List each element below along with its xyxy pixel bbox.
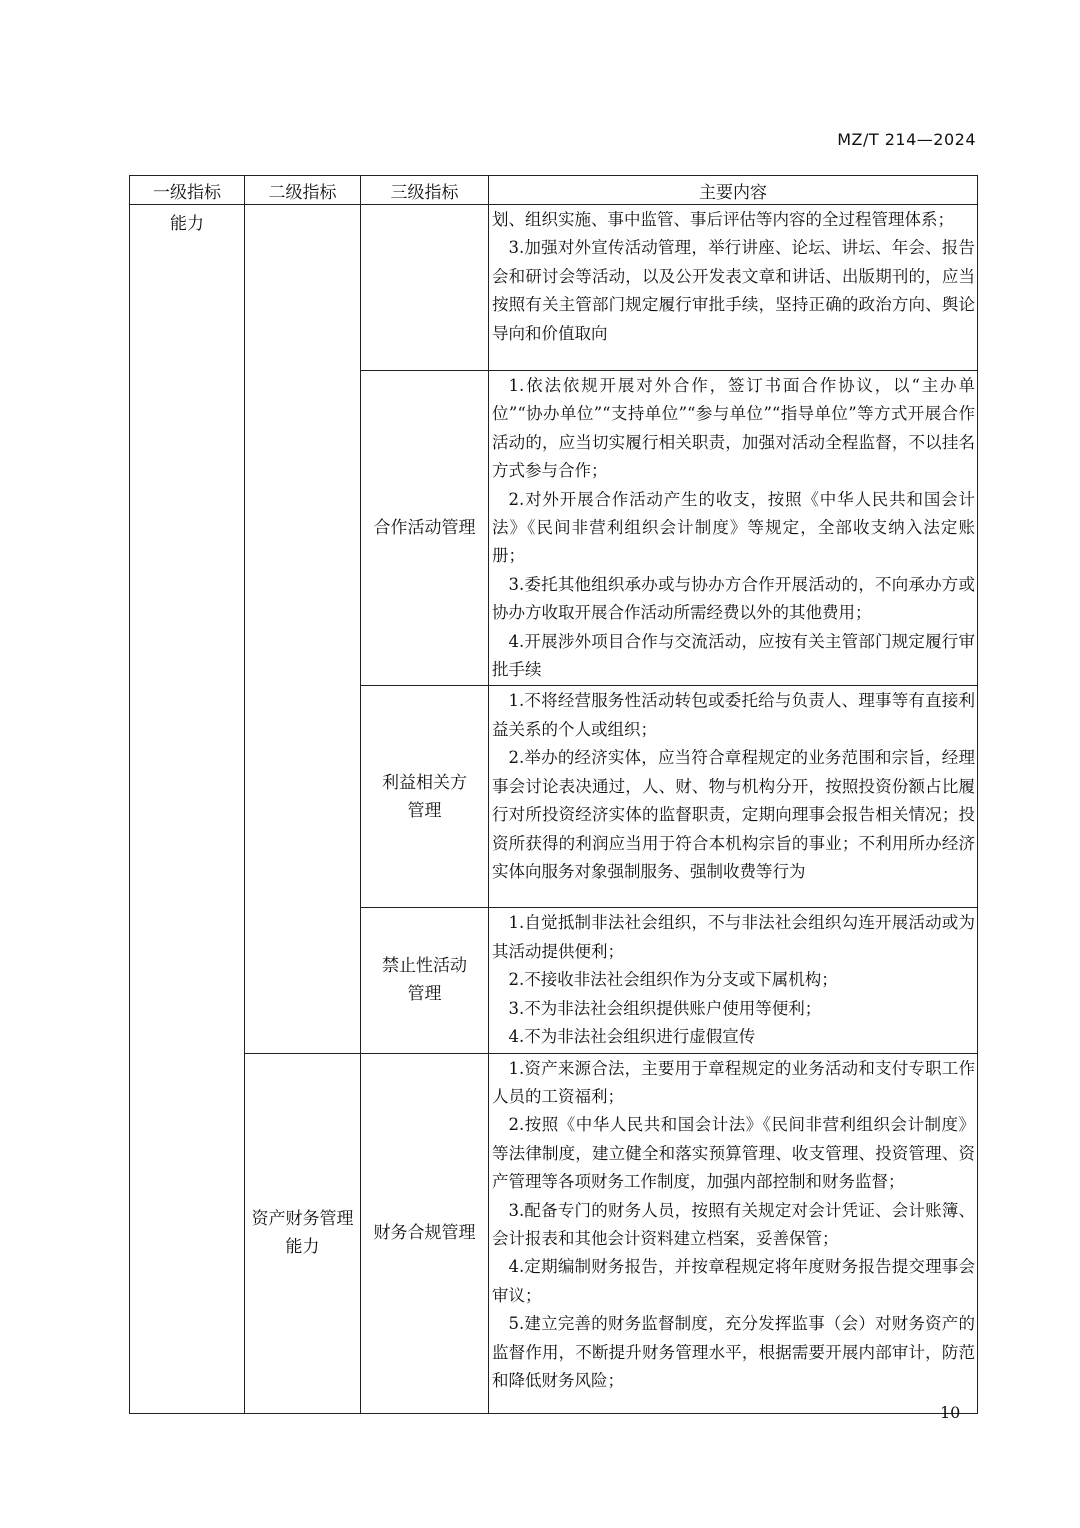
content-paragraph: 2.不接收非法社会组织作为分支或下属机构； bbox=[508, 970, 838, 990]
content-paragraph: 划、组织实施、事中监管、事后评估等内容的全过程管理体系； bbox=[492, 210, 954, 229]
content-paragraph: 1.自觉抵制非法社会组织，不与非法社会组织勾连开展活动或为其活动提供便利； bbox=[492, 913, 975, 961]
header-level3: 三级指标 bbox=[361, 176, 489, 205]
content-paragraph: 2.按照《中华人民共和国会计法》《民间非营利组织会计制度》等法律制度，建立健全和落实预算管理、收支管理、投资管理、资产管理等各项财务工作制度，加强内部控制和财务监督； bbox=[492, 1115, 975, 1192]
content-paragraph: 2.对外开展合作活动产生的收支，按照《中华人民共和国会计法》《民间非营利组织会计制度》等规定，全部收支纳入法定账册； bbox=[492, 489, 975, 566]
standard-code: MZ/T 214—2024 bbox=[837, 130, 976, 149]
header-content: 主要内容 bbox=[489, 176, 978, 205]
content-cell bbox=[489, 371, 978, 686]
content-paragraph: 4.开展涉外项目合作与交流活动，应按有关主管部门规定履行审批手续 bbox=[492, 631, 975, 680]
table-header-row bbox=[130, 176, 978, 205]
header-level1: 一级指标 bbox=[130, 176, 245, 205]
content-paragraph: 1.资产来源合法，主要用于章程规定的业务活动和支付专职工作人员的工资福利； bbox=[492, 1058, 975, 1106]
content-paragraph: 3.加强对外宣传活动管理，举行讲座、论坛、讲坛、年会、报告会和研讨会等活动，以及公开发表文章和讲话、出版期刊的，应当按照有关主管部门规定履行审批手续，坚持正确的政治方向、舆论导向和价值取向 bbox=[492, 238, 975, 343]
content-cell bbox=[489, 205, 978, 371]
level3-cell: 利益相关方管理 bbox=[361, 686, 489, 908]
content-paragraph: 1.依法依规开展对外合作，签订书面合作协议，以“主办单位”“协办单位”“支持单位”“参与单位”“指导单位”等方式开展合作活动的，应当切实履行相关职责，加强对活动全程监督，不以挂名方式参与合作； bbox=[492, 376, 975, 481]
content-paragraph: 4.定期编制财务报告，并按章程规定将年度财务报告提交理事会审议； bbox=[492, 1257, 975, 1305]
content-paragraph: 3.委托其他组织承办或与协办方合作开展活动的，不向承办方或协办方收取开展合作活动所需经费以外的其他费用； bbox=[492, 574, 975, 623]
level2-cell: 资产财务管理能力 bbox=[245, 1053, 361, 1413]
content-paragraph: 2.举办的经济实体，应当符合章程规定的业务范围和宗旨，经理事会讨论表决通过，人、财、物与机构分开，按照投资份额占比履行对所投资经济实体的监督职责，定期向理事会报告相关情况；投资所获得的利润应当用于符合本机构宗旨的事业；不利用所办经济实体向服务对象强制服务、强制收费等行为 bbox=[492, 748, 975, 881]
table-row bbox=[130, 1053, 978, 1413]
table-row bbox=[130, 205, 978, 371]
header-level2: 二级指标 bbox=[245, 176, 361, 205]
level3-cell: 禁止性活动管理 bbox=[361, 908, 489, 1053]
level3-cell: 合作活动管理 bbox=[361, 371, 489, 686]
level2-cell-empty bbox=[245, 205, 361, 1054]
content-cell bbox=[489, 908, 978, 1053]
level3-cell: 财务合规管理 bbox=[361, 1053, 489, 1413]
level3-cell bbox=[361, 205, 489, 371]
content-cell bbox=[489, 686, 978, 908]
content-paragraph: 4.不为非法社会组织进行虚假宣传 bbox=[508, 1027, 756, 1047]
content-cell bbox=[489, 1053, 978, 1413]
level1-cell: 能力 bbox=[130, 205, 245, 1414]
content-paragraph: 3.配备专门的财务人员，按照有关规定对会计凭证、会计账簿、会计报表和其他会计资料建立档案，妥善保管； bbox=[492, 1200, 975, 1248]
content-paragraph: 1.不将经营服务性活动转包或委托给与负责人、理事等有直接利益关系的个人或组织； bbox=[492, 691, 975, 739]
page-number: 10 bbox=[940, 1403, 961, 1422]
content-paragraph: 5.建立完善的财务监督制度，充分发挥监事（会）对财务资产的监督作用，不断提升财务管理水平，根据需要开展内部审计，防范和降低财务风险； bbox=[492, 1314, 975, 1390]
indicator-table bbox=[129, 175, 978, 1414]
content-paragraph: 3.不为非法社会组织提供账户使用等便利； bbox=[508, 998, 822, 1018]
